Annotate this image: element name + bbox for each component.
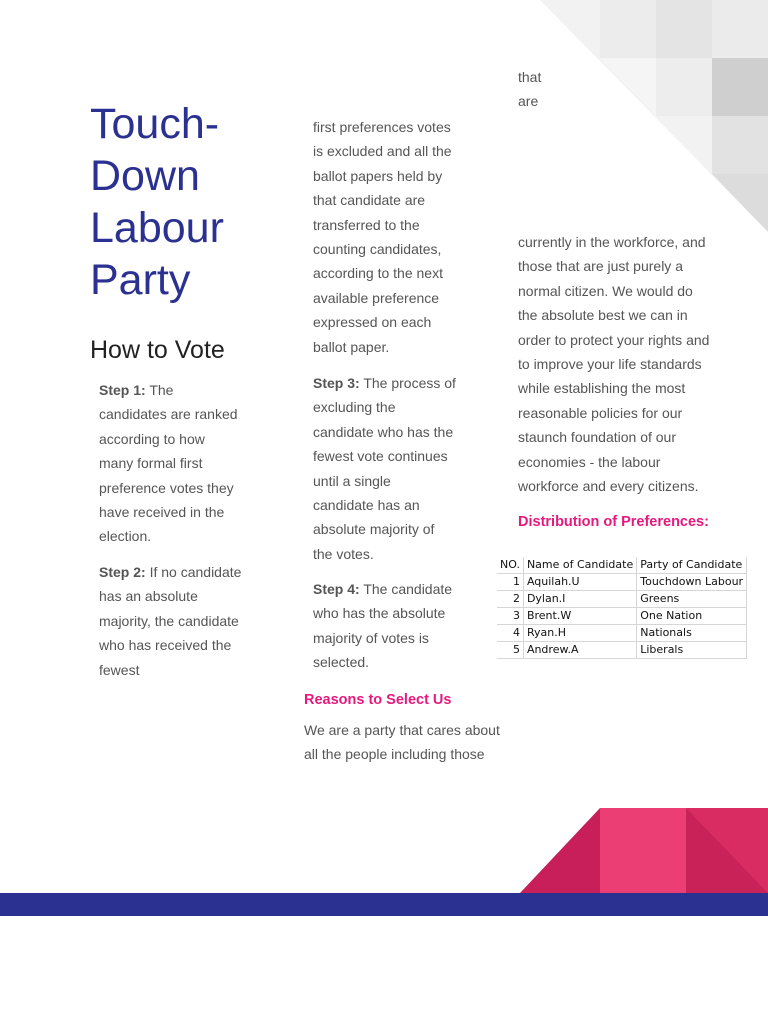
step-text: fewest vote continues <box>313 448 448 465</box>
step-text: fewest <box>99 661 140 678</box>
column-header: NO. <box>497 557 523 574</box>
table-row <box>497 608 747 625</box>
step-3-paragraph <box>313 371 456 566</box>
party-title-line: Labour <box>90 204 224 252</box>
step-text: transferred to the <box>313 216 420 233</box>
grey-tile <box>600 0 656 58</box>
grey-tile <box>656 58 712 116</box>
reasons-heading: Reasons to Select Us <box>304 692 452 708</box>
step-label: Step 1: <box>99 382 146 398</box>
step-label: Step 2: <box>99 564 146 580</box>
reasons-text: currently in the workforce, and <box>518 234 706 250</box>
step-text: who has the absolute <box>313 605 446 622</box>
table-row <box>497 642 747 659</box>
reasons-text: while establishing the most <box>518 380 686 397</box>
step-text: has an absolute <box>99 588 198 605</box>
reasons-text: We are a party that cares about <box>304 722 500 738</box>
table-cell: 3 <box>497 608 523 625</box>
blue-footer-band <box>0 893 768 916</box>
party-title-line: Party <box>90 256 191 304</box>
step-label: Step 4: <box>313 581 360 597</box>
step-text: The <box>145 382 174 398</box>
table-cell: Brent.W <box>523 608 636 625</box>
how-to-vote-heading: How to Vote <box>90 336 225 364</box>
reasons-continued-paragraph <box>518 230 709 498</box>
column-header: Party of Candidate <box>637 557 747 574</box>
table-row <box>497 574 747 591</box>
reasons-text: that <box>518 69 542 85</box>
party-title-line: Touch- <box>90 100 220 148</box>
table-cell: Liberals <box>637 642 747 659</box>
table-cell: Touchdown Labour <box>637 574 747 591</box>
grey-tile <box>712 116 768 174</box>
reasons-text: staunch foundation of our <box>518 429 677 446</box>
step-text: excluding the <box>313 399 396 416</box>
table-cell: 2 <box>497 591 523 608</box>
reasons-text: all the people including those <box>304 746 485 763</box>
step-text: election. <box>99 528 152 545</box>
table-cell: 1 <box>497 574 523 591</box>
grey-tile <box>656 0 712 58</box>
reasons-text: normal citizen. We would do <box>518 282 693 299</box>
step-text: The candidate <box>359 581 453 597</box>
table-row <box>497 591 747 608</box>
step-text: The process of <box>359 375 456 391</box>
reasons-text: economies - the labour <box>518 453 661 470</box>
step-text: ballot paper. <box>313 338 390 355</box>
step-text: candidate has an <box>313 497 420 514</box>
table-header-row <box>497 557 747 574</box>
reasons-text: are <box>518 93 539 110</box>
grey-tile <box>712 58 768 116</box>
table-cell: 5 <box>497 642 523 659</box>
table-cell: Ryan.H <box>523 625 636 642</box>
grey-tile <box>712 0 768 58</box>
table-cell: Greens <box>637 591 747 608</box>
pink-facet <box>520 808 600 893</box>
step-text: preference votes they <box>99 479 234 496</box>
step-text: majority of votes is <box>313 629 429 646</box>
table-cell: 4 <box>497 625 523 642</box>
step-text: first preferences votes <box>313 119 451 135</box>
step-text: who has received the <box>99 637 232 654</box>
reasons-text: the absolute best we can in <box>518 307 688 324</box>
column-header: Name of Candidate <box>523 557 636 574</box>
step-text: that candidate are <box>313 192 426 209</box>
step-text: many formal first <box>99 455 203 472</box>
step-text: have received in the <box>99 504 225 521</box>
step-text: selected. <box>313 654 370 671</box>
table-row <box>497 625 747 642</box>
step-text: until a single <box>313 472 391 489</box>
step-text: according to how <box>99 430 205 447</box>
step-text: candidates are ranked <box>99 406 238 423</box>
reasons-text: reasonable policies for our <box>518 404 683 421</box>
table-cell: Andrew.A <box>523 642 636 659</box>
preferences-table <box>497 557 747 659</box>
step-text: majority, the candidate <box>99 612 239 629</box>
step-4-paragraph <box>313 577 452 675</box>
step-text: absolute majority of <box>313 521 435 538</box>
step-text: available preference <box>313 289 440 306</box>
step-2-continued-paragraph <box>313 115 452 359</box>
step-text: If no candidate <box>145 564 242 580</box>
pink-facet <box>600 808 686 893</box>
table-cell: Nationals <box>637 625 747 642</box>
table-cell: Aquilah.U <box>523 574 636 591</box>
step-2-paragraph <box>99 560 241 682</box>
distribution-heading: Distribution of Preferences: <box>518 514 709 530</box>
reasons-paragraph <box>304 718 500 767</box>
reasons-continued-fragment <box>518 65 541 114</box>
step-text: candidate who has the <box>313 423 454 440</box>
reasons-text: those that are just purely a <box>518 258 683 275</box>
step-text: counting candidates, <box>313 241 442 258</box>
step-text: is excluded and all the <box>313 143 452 160</box>
reasons-text: to improve your life standards <box>518 356 702 373</box>
step-label: Step 3: <box>313 375 360 391</box>
reasons-text: workforce and every citizens. <box>518 478 699 495</box>
step-1-paragraph <box>99 378 238 549</box>
table-cell: Dylan.I <box>523 591 636 608</box>
step-text: the votes. <box>313 545 374 562</box>
step-text: ballot papers held by <box>313 167 443 184</box>
step-text: according to the next <box>313 265 443 282</box>
table-cell: One Nation <box>637 608 747 625</box>
party-title-line: Down <box>90 152 200 200</box>
step-text: expressed on each <box>313 314 432 331</box>
reasons-text: order to protect your rights and <box>518 331 710 348</box>
